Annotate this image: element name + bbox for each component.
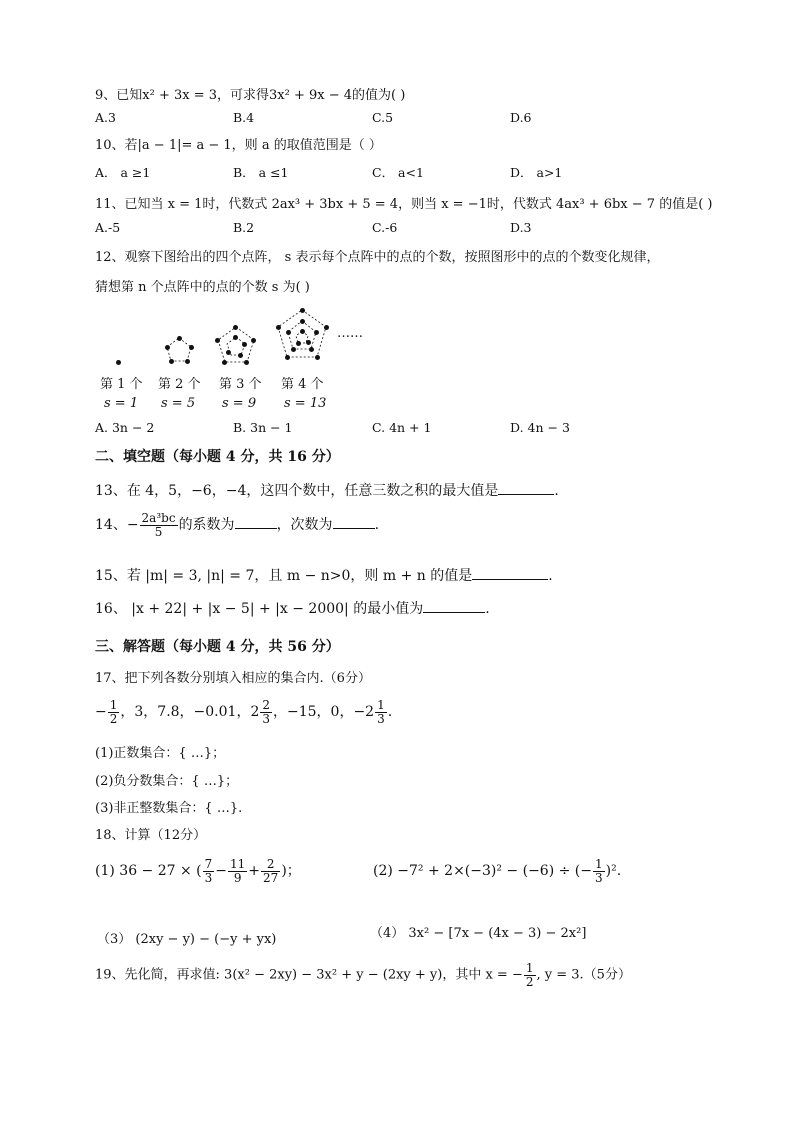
- answer-blank: [423, 600, 485, 613]
- fraction-numerator: 2a³bc: [141, 511, 176, 525]
- q12-option-c: C. 4n + 1: [372, 420, 432, 435]
- expr-part: , y = 3.（5分）: [536, 967, 631, 983]
- q9-option-b: B.4: [233, 110, 255, 125]
- question-14-mid: 的系数为: [178, 517, 235, 534]
- lattice-4-dot: [315, 355, 320, 360]
- section-2-heading: 二、填空题（每小题 4 分，共 16 分）: [95, 449, 340, 465]
- fraction-numerator: 2: [262, 698, 270, 712]
- question-16: [95, 598, 490, 618]
- q11-option-b: B.2: [233, 220, 255, 235]
- plus-sign: +: [248, 863, 261, 880]
- fraction-numerator: 7: [204, 857, 213, 871]
- numbers-part: ，3，7.8，−0.01，2: [120, 704, 260, 721]
- fraction-numerator: 1: [525, 961, 534, 975]
- q11-option-d: D.3: [510, 220, 532, 235]
- fraction: [375, 699, 387, 725]
- q18-part-4: （4） 3x² − [7x − (4x − 3) − 2x²]: [370, 926, 587, 941]
- lattice-4-outline: [274, 307, 330, 361]
- question-14-sep: ，次数为: [276, 517, 333, 534]
- lattice-4-dot: [324, 325, 329, 330]
- question-15-text: 15、若 |m| = 3, |n| = 7，且 m − n>0，则 m + n 的值是: [95, 568, 473, 584]
- question-19: [95, 962, 631, 988]
- minus-sign: −: [215, 863, 228, 880]
- lattice-4-dot: [306, 340, 311, 345]
- q10-option-b: B． a ≤1: [233, 165, 289, 180]
- lattice-4-dot: [300, 308, 305, 313]
- lattice-4-dot: [300, 329, 305, 334]
- answer-blank: [333, 516, 375, 529]
- fraction: [228, 858, 247, 884]
- q18-part-3: （3） (2xy − y) − (−y + yx): [97, 932, 277, 947]
- expr-part: )².: [605, 863, 622, 880]
- question-15: [95, 565, 553, 585]
- fraction-numerator: 11: [230, 857, 246, 871]
- q9-option-a: A.3: [95, 110, 116, 125]
- lattice-3-dot: [215, 338, 220, 343]
- question-15-end: .: [548, 568, 553, 584]
- set-nonpositive-integer: (3)非正整数集合：{ …}.: [95, 801, 243, 816]
- lattice-4-dot: [285, 355, 290, 360]
- lattice-4-s-value: s = 13: [284, 396, 327, 411]
- question-14: [95, 512, 379, 538]
- lattice-3-dot: [226, 350, 231, 355]
- question-10-text: 10、若|a − 1|= a − 1，则 a 的取值范围是（ ）: [95, 138, 382, 153]
- q11-option-a: A.-5: [95, 220, 121, 235]
- lattice-2-dot: [165, 345, 170, 350]
- fraction-denominator: 5: [154, 524, 163, 539]
- lattice-4-dot: [309, 347, 314, 352]
- fraction: [203, 858, 215, 884]
- expr-part: (2) −7² + 2×(−3)² − (−6) ÷ (−: [373, 863, 592, 880]
- lattice-1-dot: [116, 360, 121, 365]
- lattice-3-dot: [222, 360, 227, 365]
- question-13-end: .: [554, 483, 559, 499]
- question-13: [95, 480, 559, 500]
- q9-option-d: D.6: [510, 110, 532, 125]
- lattice-2-caption: 第 2 个: [158, 377, 201, 392]
- q12-option-d: D. 4n − 3: [510, 420, 570, 435]
- fraction: [593, 858, 605, 884]
- question-16-text: 16、 |x + 22| + |x − 5| + |x − 2000| 的最小值为: [95, 601, 424, 617]
- lattice-3-dot: [238, 353, 243, 358]
- q10-option-c: C． a<1: [372, 165, 424, 180]
- fraction-numerator: 1: [377, 698, 385, 712]
- fraction-denominator: 3: [377, 711, 385, 726]
- fraction-denominator: 9: [233, 870, 242, 885]
- fraction-numerator: 2: [261, 858, 280, 872]
- expr-part: (1) 36 − 27 × (: [95, 863, 202, 880]
- fraction-denominator: 3: [262, 711, 270, 726]
- answer-blank: [472, 567, 548, 580]
- fraction: [140, 512, 178, 538]
- expr-part: 19、先化简，再求值: 3(x² − 2xy) − 3x² + y − (2xy + y)，其中 x = −: [95, 967, 523, 983]
- lattice-1-s-value: s = 1: [104, 396, 139, 411]
- fraction-numerator: 1: [109, 698, 118, 712]
- question-14-end: .: [374, 517, 380, 534]
- lattice-3-dot: [244, 360, 249, 365]
- q18-part-2: [373, 858, 621, 884]
- lattice-2-dot: [189, 345, 194, 350]
- question-9-text: 9、已知x² + 3x = 3，可求得3x² + 9x − 4的值为( ): [95, 88, 406, 103]
- fraction-denominator: 2: [525, 974, 534, 989]
- question-17-text: 17、把下列各数分别填入相应的集合内.（6分）: [95, 671, 371, 686]
- lattice-2-dot: [177, 336, 182, 341]
- period: .: [387, 704, 393, 721]
- lattice-3-dot: [242, 342, 247, 347]
- lattice-3-dot: [251, 338, 256, 343]
- fraction: [261, 858, 280, 884]
- lattice-3-outline: [214, 324, 258, 366]
- lattice-2-s-value: s = 5: [161, 396, 196, 411]
- fraction: [524, 962, 536, 988]
- fraction-denominator: 2: [109, 711, 118, 726]
- q12-option-b: B. 3n − 1: [233, 420, 293, 435]
- section-3-heading: 三、解答题（每小题 4 分，共 56 分）: [95, 639, 340, 655]
- fraction: [260, 699, 272, 725]
- lattice-3-dot: [233, 325, 238, 330]
- answer-blank: [498, 482, 554, 495]
- q9-option-c: C.5: [372, 110, 394, 125]
- lattice-4-dot: [300, 319, 305, 324]
- fraction-denominator: 3: [595, 870, 603, 885]
- expr-part: )；: [281, 863, 301, 880]
- q10-option-d: D． a>1: [510, 165, 563, 180]
- question-17-numbers: [95, 699, 392, 725]
- question-18-text: 18、计算（12分）: [95, 828, 207, 843]
- lattice-4-dot: [291, 347, 296, 352]
- lattice-3-caption: 第 3 个: [219, 377, 262, 392]
- lattice-4-caption: 第 4 个: [281, 377, 324, 392]
- set-positive: (1)正数集合：{ …}；: [95, 746, 226, 761]
- q11-option-c: C.-6: [372, 220, 398, 235]
- lattice-ellipsis: ……: [337, 326, 363, 341]
- question-12-line2: 猜想第 n 个点阵中的点的个数 s 为( ): [95, 280, 310, 295]
- fraction-numerator: 1: [595, 857, 603, 871]
- lattice-4-dot: [276, 325, 281, 330]
- lattice-2-dot: [185, 359, 190, 364]
- lattice-4-dot: [296, 341, 301, 346]
- lattice-1-caption: 第 1 个: [100, 377, 143, 392]
- lattice-3-dot: [233, 335, 238, 340]
- lattice-2-dot: [169, 359, 174, 364]
- q12-option-a: A. 3n − 2: [95, 420, 155, 435]
- question-13-text: 13、在 4，5，−6，−4，这四个数中，任意三数之积的最大值是: [95, 483, 499, 499]
- lattice-4-dot: [286, 330, 291, 335]
- fraction-denominator: 3: [204, 870, 213, 885]
- q10-option-a: A． a ≥1: [95, 165, 151, 180]
- numbers-part: ，−15，0，−2: [273, 704, 375, 721]
- answer-blank: [235, 516, 277, 529]
- question-12-line1: 12、观察下图给出的四个点阵， s 表示每个点阵中的点的个数，按照图形中的点的个数变化规律，: [95, 250, 660, 265]
- question-14-prefix: 14、−: [95, 517, 139, 534]
- set-negative-fraction: (2)负分数集合：{ …}；: [95, 774, 239, 789]
- fraction: [108, 699, 120, 725]
- question-16-end: .: [485, 601, 490, 617]
- lattice-3-s-value: s = 9: [222, 396, 257, 411]
- lattice-4-dot: [314, 330, 319, 335]
- fraction-denominator: 27: [263, 870, 279, 885]
- question-11-text: 11、已知当 x = 1时，代数式 2ax³ + 3bx + 5 = 4，则当 x = −1时，代数式 4ax³ + 6bx − 7 的值是( ): [95, 197, 713, 212]
- q18-part-1: [95, 858, 301, 884]
- minus-sign: −: [95, 704, 107, 721]
